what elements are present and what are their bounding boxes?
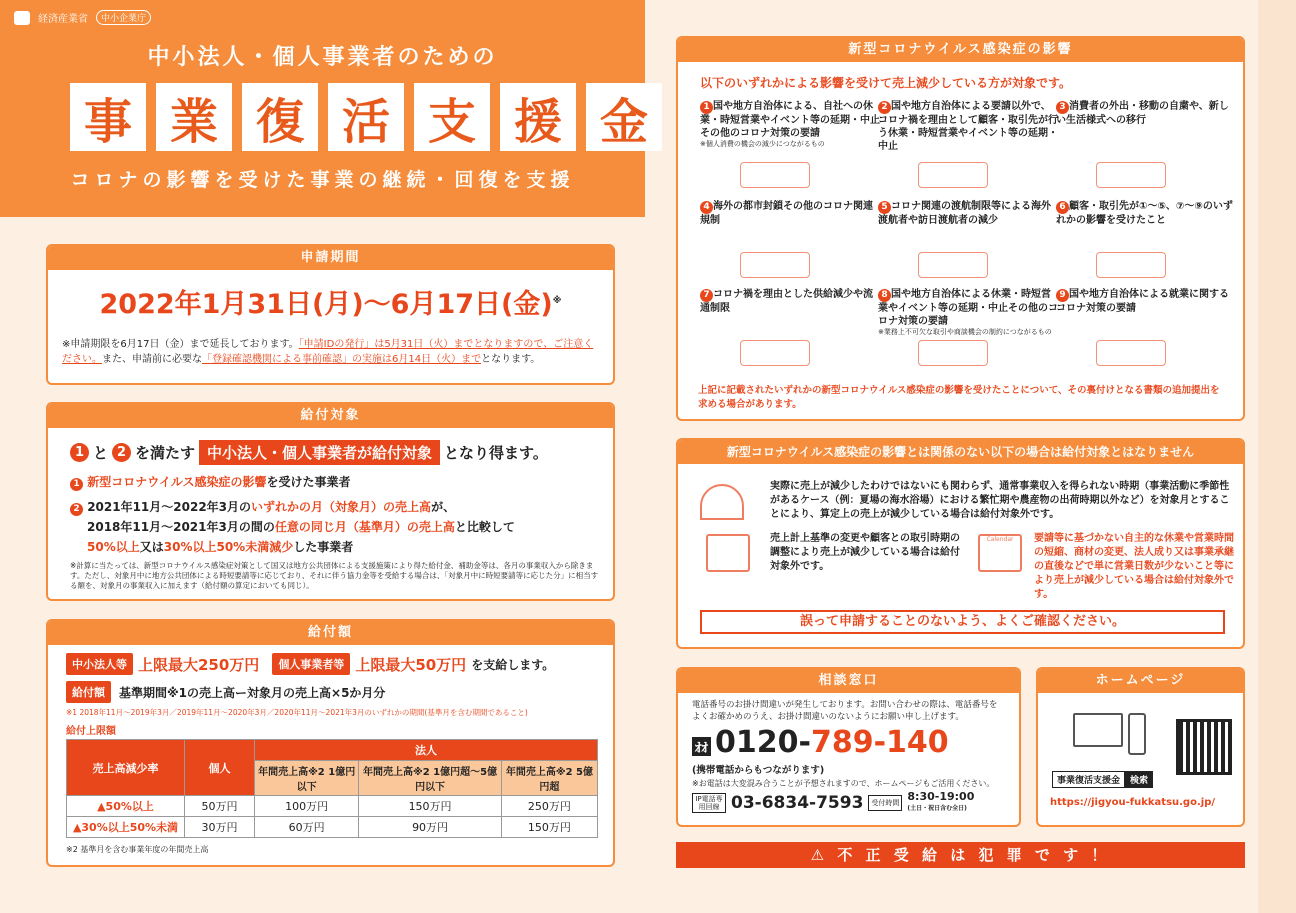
corp-tag: 中小法人等 [66, 653, 133, 675]
lead-and: と [93, 444, 109, 462]
panel-heading: 新型コロナウイルス感染症の影響とは関係のない以下の場合は給付対象とはなりません [678, 440, 1243, 464]
individual-max: 上限最大50万円 [355, 655, 467, 674]
phone-icon [1128, 713, 1146, 755]
impact-item-text: 国や地方自治体による就業に関するコロナ対策の要請 [1056, 289, 1229, 314]
number-badge: 1 [700, 101, 713, 114]
search-keyword: 事業復活支援金 [1052, 771, 1125, 788]
c2-text: と比較して [454, 520, 515, 534]
c2-red: 任意の同じ月（基準月）の売上高 [274, 520, 455, 534]
title-char: 支 [414, 83, 490, 151]
number-badge: 7 [700, 289, 713, 302]
hours-label: 受付時間 [868, 795, 902, 811]
application-period-panel [46, 244, 615, 385]
number-badge: 5 [878, 201, 891, 214]
exclusion-voluntary: 要請等に基づかない自主的な休業や営業時間の短縮、商材の変更、法人成り又は事業承継の直後などで単に営業日数が少ないこと等により売上が減少している場合は給付対象外です。 [1034, 533, 1234, 600]
title-char: 事 [70, 83, 146, 151]
lead-highlight: 中小法人・個人事業者が給付対象 [199, 440, 440, 465]
th-sales-2: 年間売上高※2 1億円超～5億円以下 [359, 761, 502, 796]
amount-tail: を支給します。 [471, 657, 555, 672]
exclusion-seasonal: 実際に売上が減少したわけではないにも関わらず、通常事業収入を得られない時期（事業活動に季節性があるケース（例：夏場の海水浴場）における繁忙期や農産物の出荷時期以外など）を対象月とすることにより、算定上の売上が減少している場合は給付対象外です。 [770, 481, 1230, 520]
impact-item-note: ※個人消費の機会の減少につながるもの [700, 140, 825, 148]
search-button[interactable]: 検索 [1125, 771, 1153, 788]
amount-max-row [66, 653, 613, 675]
title-char: 金 [586, 83, 662, 151]
formula-tag: 給付額 [66, 681, 111, 703]
individual-tag: 個人事業者等 [272, 653, 350, 675]
warning-text: 不 正 受 給 は 犯 罪 で す ！ [837, 846, 1111, 864]
number-badge: 6 [1056, 201, 1069, 214]
impact-item-text: 国や地方自治体による、自社への休業・時短営業やイベント等の延期・中止その他のコロナ対策の要請 [700, 101, 880, 139]
condition-1-text: を受けた事業者 [266, 475, 351, 489]
note-precheck-deadline: 「登録確認機関による事前確認」の実施は6月14日（火）まで [202, 354, 482, 365]
header-subtitle: 中小法人・個人事業者のための [147, 45, 498, 70]
ip-phone-row [692, 792, 1019, 814]
illustration-icon [1096, 340, 1166, 366]
impact-item [700, 288, 880, 315]
cell: 90万円 [359, 817, 502, 838]
number-badge: 1 [70, 443, 89, 462]
calendar-icon: Calendar [978, 534, 1022, 572]
phone-prefix: 0120- [715, 725, 811, 760]
formula-row [66, 681, 613, 703]
number-badge: 9 [1056, 289, 1069, 302]
beach-icon [700, 484, 744, 520]
impact-footnote: 上記に記載されたいずれかの新型コロナウイルス感染症の影響を受けたことについて、その裏付けとなる書類の追加提出を求める場合があります。 [698, 385, 1220, 410]
note-text-end: となります。 [481, 354, 541, 365]
pc-icon [1073, 713, 1123, 747]
condition-2 [70, 497, 613, 557]
note-text: また、申請前に必要な [102, 354, 202, 365]
c2-text: が、 [431, 500, 456, 514]
illustration-icon [740, 162, 810, 188]
warning-icon: ⚠ [810, 846, 838, 864]
impact-lead: 以下のいずれかによる影響を受けて売上減少している方が対象です。 [700, 76, 1072, 90]
period-date [48, 282, 613, 321]
th-corp: 法人 [255, 740, 598, 761]
formula: 基準期間※1の売上高ー対象月の売上高×5か月分 [119, 685, 386, 700]
impact-item [700, 200, 880, 227]
hours-closed: (土日・祝日含む全日) [907, 805, 967, 812]
cell: ▲30%以上50%未満 [67, 817, 185, 838]
number-badge: 2 [112, 443, 131, 462]
number-badge: 1 [70, 478, 83, 491]
covid-impact-panel [676, 36, 1245, 421]
impact-item-note: ※業務上不可欠な取引や商談機会の制約につながるもの [878, 328, 1052, 336]
search-box[interactable] [1052, 771, 1153, 788]
cell: 60万円 [255, 817, 359, 838]
corp-max: 上限最大250万円 [138, 655, 260, 674]
th-sales-1: 年間売上高※2 1億円以下 [255, 761, 359, 796]
sales-footnote: ※2 基準月を含む事業年度の年間売上高 [66, 845, 209, 854]
header-banner [0, 0, 648, 217]
impact-item-text: 国や地方自治体による要請以外で、コロナ禍を理由として顧客・取引先が行う休業・時短営業やイベント等の延期・中止 [878, 101, 1058, 152]
illustration-icon [918, 252, 988, 278]
exclusion-timing: 売上計上基準の変更や顧客との取引時期の調整により売上が減少している場合は給付対象外です。 [770, 533, 960, 572]
phone-number: 789-140 [810, 725, 949, 760]
illustration-icon [918, 162, 988, 188]
eligibility-lead [70, 440, 613, 465]
title-char: 活 [328, 83, 404, 151]
period-footnote: ※1 2018年11月～2019年3月／2019年11月～2020年3月／2020年11月～2021年3月のいずれかの期間(基準月を含む期間であること) [66, 708, 528, 717]
mobile-note: (携帯電話からもつながります) [692, 765, 825, 776]
freedial-row [692, 725, 1019, 760]
impact-item [1056, 100, 1236, 127]
cell: 30万円 [185, 817, 255, 838]
c2-text: 2021年11月～2022年3月の [87, 500, 252, 514]
cell: 150万円 [359, 796, 502, 817]
impact-item-text: 消費者の外出・移動の自粛や、新しい生活様式への移行 [1056, 101, 1229, 126]
ip-number[interactable]: 03-6834-7593 [731, 793, 864, 813]
panel-heading: 給付対象 [48, 404, 613, 428]
cell: 250万円 [501, 796, 597, 817]
th-rate: 売上高減少率 [67, 740, 185, 796]
note-id-deadline: 「申請IDの発行」は5月31日（火）までとなりますので、ご注意ください。 [62, 339, 594, 365]
table-row [67, 817, 598, 838]
lead-end: となり得ます。 [444, 444, 548, 462]
illustration-icon [1096, 162, 1166, 188]
number-badge: 2 [878, 101, 891, 114]
number-badge: 4 [700, 201, 713, 214]
eligibility-panel [46, 402, 615, 601]
impact-item [878, 100, 1058, 153]
illustration-icon [918, 340, 988, 366]
c2-text: 又は [139, 540, 164, 554]
th-individual: 個人 [185, 740, 255, 796]
qr-code-icon[interactable] [1176, 719, 1232, 775]
impact-item-text: 海外の都市封鎖その他のコロナ関連規制 [700, 201, 873, 226]
right-edge-strip [1258, 0, 1296, 913]
contact-panel [676, 667, 1021, 827]
amount-panel [46, 619, 615, 867]
excluded-panel [676, 438, 1245, 649]
meti-logo-icon [14, 11, 30, 25]
sme-agency-logo: 中小企業庁 [96, 10, 151, 25]
c2-red: 50%以上 [87, 540, 140, 554]
c2-text: 2018年11月～2021年3月の間の [87, 520, 275, 534]
ip-label: IP電話専用回線 [692, 793, 726, 813]
c2-text: した事業者 [293, 540, 354, 554]
fraud-warning [676, 842, 1245, 868]
impact-item [1056, 200, 1236, 227]
note-extend: ※申請期限を6月17日（金）まで延長しております。 [62, 339, 299, 350]
cell: 150万円 [501, 817, 597, 838]
panel-heading: 新型コロナウイルス感染症の影響 [678, 38, 1243, 62]
impact-item [878, 288, 1058, 337]
meti-logo-text: 経済産業省 [38, 14, 88, 25]
title-char: 援 [500, 83, 576, 151]
freedial-number[interactable] [715, 725, 949, 760]
impact-item [700, 100, 880, 149]
cell: 100万円 [255, 796, 359, 817]
invoice-icon [706, 534, 750, 572]
title-char: 復 [242, 83, 318, 151]
limit-table [66, 739, 598, 838]
main-title [70, 83, 662, 151]
condition-1 [70, 473, 613, 491]
illustration-icon [740, 340, 810, 366]
impact-item [1056, 288, 1236, 315]
hours: 8:30-19:00 [907, 790, 975, 803]
lead-text: を満たす [135, 444, 196, 462]
impact-item-text: コロナ禍を理由とした供給減少や流通制限 [700, 289, 873, 314]
cell: 50万円 [185, 796, 255, 817]
cell: ▲50%以上 [67, 796, 185, 817]
impact-item-text: コロナ関連の渡航制限等による海外渡航者や訪日渡航者の減少 [878, 201, 1051, 226]
limit-label: 給付上限額 [66, 726, 116, 737]
freedial-icon: ｵｵ [692, 737, 711, 756]
period-date-text: 2022年1月31日(月)～6月17日(金) [99, 289, 553, 320]
header-tagline: コロナの影響を受けた事業の継続・回復を支援 [70, 169, 575, 191]
condition-1-red: 新型コロナウイルス感染症の影響 [87, 475, 267, 489]
homepage-panel [1036, 667, 1245, 827]
illustration-icon [740, 252, 810, 278]
panel-heading: 給付額 [48, 621, 613, 645]
contact-note: 電話番号のお掛け間違いが発生しております。お問い合わせの際は、電話番号をよくお確かめのうえ、お掛け間違いのないようにお願い申し上げます。 [692, 700, 998, 722]
th-sales-3: 年間売上高※2 5億円超 [501, 761, 597, 796]
number-badge: 3 [1056, 101, 1069, 114]
confirm-warning: 誤って申請することのないよう、よくご確認ください。 [700, 610, 1225, 634]
panel-heading: 申請期間 [48, 246, 613, 270]
homepage-url[interactable]: https://jigyou-fukkatsu.go.jp/ [1050, 797, 1215, 808]
title-char: 業 [156, 83, 232, 151]
c2-red: いずれかの月（対象月）の売上高 [251, 500, 432, 514]
panel-heading: 相談窓口 [678, 669, 1019, 693]
illustration-icon [1096, 252, 1166, 278]
period-mark: ※ [552, 296, 562, 306]
c2-red: 30%以上50%未満減少 [163, 540, 294, 554]
busy-note: ※お電話は大変混み合うことが予想されますので、ホームページもご活用ください。 [692, 779, 995, 788]
eligibility-note: ※計算に当たっては、新型コロナウイルス感染症対策として国又は地方公共団体による支援施策により得た給付金、補助金等は、各月の事業収入から除きます。ただし、対象月中に地方公共団体による時短要請等に応じており、それに伴う協力金等を受給する場合は、「対象月中に時短要請等に応じた分」に相当する額を、対象月の事業収入に加えます（給付額の算定においても同じ）。 [70, 561, 599, 590]
number-badge: 8 [878, 289, 891, 302]
impact-item-text: 国や地方自治体による休業・時短営業やイベント等の延期・中止その他のコロナ対策の要請 [878, 289, 1058, 327]
table-row [67, 796, 598, 817]
number-badge: 2 [70, 503, 83, 516]
panel-heading: ホームページ [1038, 669, 1243, 693]
agency-logos [14, 10, 151, 25]
impact-item [878, 200, 1058, 227]
period-note [62, 337, 599, 367]
impact-item-text: 顧客・取引先が①～⑤、⑦～⑨のいずれかの影響を受けたこと [1056, 201, 1233, 226]
